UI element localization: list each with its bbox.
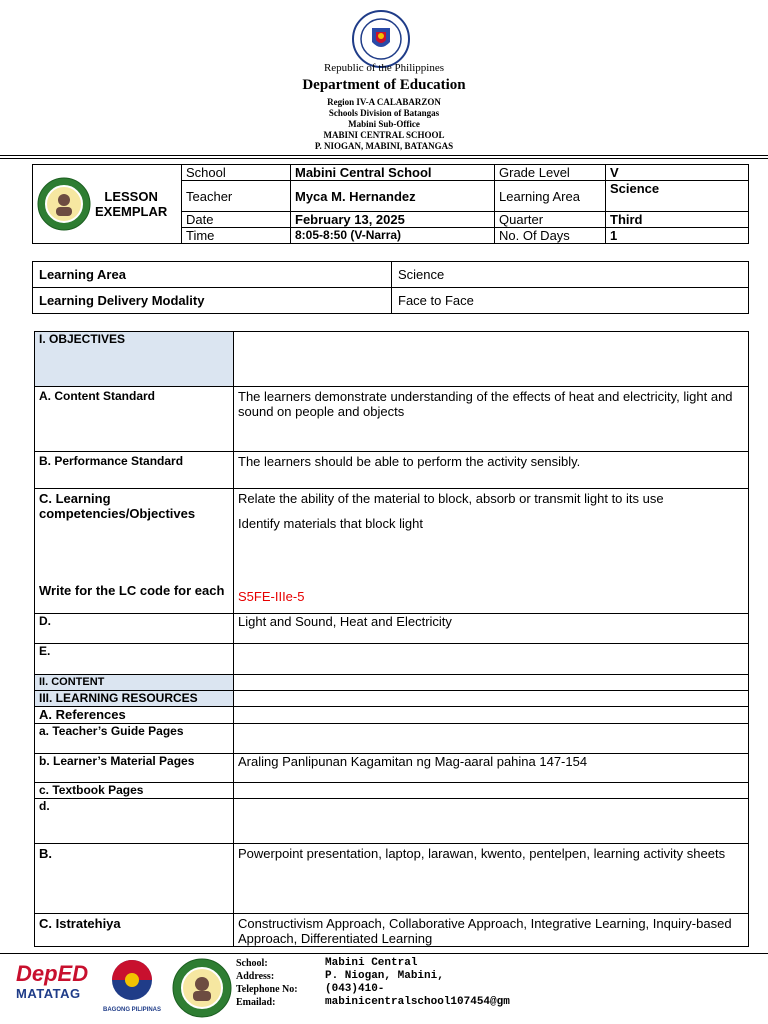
performance-standard-label: B. Performance Standard [35,452,234,489]
header-divider-2 [0,158,768,159]
c-label: C. Istratehiya [35,914,234,947]
grade-value: V [606,165,749,181]
lc-label: C. Learning competencies/Objectives [39,491,196,521]
deped-seal [352,10,410,68]
textbook-label: c. Textbook Pages [35,783,234,799]
quarter-label: Quarter [495,212,606,228]
exemplar-title-line2: EXEMPLAR [95,204,168,219]
objectives-heading: I. OBJECTIVES [35,332,234,387]
delivery-value: Face to Face [392,288,749,314]
days-label: No. Of Days [495,228,606,244]
deped-logo-text: DepED [16,961,89,986]
b-label: B. [35,844,234,914]
content-standard-value: The learners demonstrate understanding of the effects of heat and electricity, light and sound on people and objects [234,387,749,452]
bagong-pilipinas-text: BAGONG PILIPINAS [102,1007,161,1013]
b-value: Powerpoint presentation, laptop, larawan, kwento, pentelpen, learning activity sheets [234,844,749,914]
date-label: Date [182,212,291,228]
header-address: P. NIOGAN, MABINI, BATANGAS [314,141,454,151]
footer-divider [0,953,768,954]
modality-area-label: Learning Area [33,262,392,288]
grade-label: Grade Level [495,165,606,181]
bagong-pilipinas-logo [100,958,164,1018]
teacher-value: Myca M. Hernandez [291,181,495,212]
e-label: E. [35,644,234,675]
footer-school-value: Mabini Central [325,957,418,969]
matatag-text: MATATAG [16,986,81,1001]
tg-value [234,724,749,754]
bagong-pilipinas-icon [104,958,160,1002]
footer-school-logo [172,958,232,1018]
header-republic: Republic of the Philippines [323,62,445,74]
c-value: Constructivism Approach, Collaborative Approach, Integrative Learning, Inquiry-based Approach, Differentiated Learning [234,914,749,947]
d2-label: d. [35,799,234,844]
lc-value-cell [234,489,749,614]
time-label: Time [182,228,291,244]
lc-code-label: Write for the LC code for each [39,583,225,598]
lc-value-1: Relate the ability of the material to block, absorb or transmit light to its use [238,491,664,506]
performance-standard-value: The learners should be able to perform the activity sensibly. [234,452,749,489]
exemplar-table [32,164,749,244]
references-value [234,707,749,724]
days-value: 1 [606,228,749,244]
references-label: A. References [35,707,234,724]
header-region: Region IV-A CALABARZON [327,97,441,107]
lc-label-cell [35,489,234,614]
delivery-label: Learning Delivery Modality [33,288,392,314]
lm-label: b. Learner’s Material Pages [35,754,234,783]
d-value: Light and Sound, Heat and Electricity [234,614,749,644]
lc-value-2: Identify materials that block light [238,516,423,531]
footer-address-label: Address: [236,971,275,982]
header-divider [0,155,768,156]
school-logo-icon [37,177,91,231]
e-value [234,644,749,675]
header-sub-office: Mabini Sub-Office [348,119,420,129]
footer-contact-labels [236,957,298,1009]
footer-email-value: mabinicentralschool107454@gm [325,996,510,1008]
time-value: 8:05-8:50 (V-Narra) [291,228,495,244]
objectives-value [234,332,749,387]
quarter-value: Third [606,212,749,228]
modality-area-value: Science [392,262,749,288]
footer-phone-label: Telephone No: [236,984,298,995]
d2-value [234,799,749,844]
footer-email-label: Emailad: [236,997,276,1008]
footer-contact-values [325,957,510,1009]
header-division: Schools Division of Batangas [328,108,440,118]
lesson-plan-table [34,331,749,947]
area-value: Science [606,181,749,212]
header-department: Department of Education [302,77,466,93]
area-label: Learning Area [495,181,606,212]
lc-code-value: S5FE-IIIe-5 [238,589,305,604]
footer-address-value: P. Niogan, Mabini, [325,970,444,982]
exemplar-title-line1: LESSON [104,189,158,204]
tg-label: a. Teacher’s Guide Pages [35,724,234,754]
teacher-label: Teacher [182,181,291,212]
content-standard-label: A. Content Standard [35,387,234,452]
textbook-value [234,783,749,799]
date-value: February 13, 2025 [291,212,495,228]
content-value [234,675,749,691]
footer-phone-value: (043)410- [325,983,385,995]
resources-heading: III. LEARNING RESOURCES [35,691,234,707]
modality-table [32,261,749,314]
footer-school-label: School: [236,958,268,969]
content-heading: II. CONTENT [35,675,234,691]
d-label: D. [35,614,234,644]
school-value: Mabini Central School [291,165,495,181]
school-label: School [182,165,291,181]
lm-value: Araling Panlipunan Kagamitan ng Mag-aaral pahina 147-154 [234,754,749,783]
header-school: MABINI CENTRAL SCHOOL [323,130,445,140]
deped-matatag-logo [16,962,90,1014]
resources-value [234,691,749,707]
exemplar-title-cell [33,165,182,244]
